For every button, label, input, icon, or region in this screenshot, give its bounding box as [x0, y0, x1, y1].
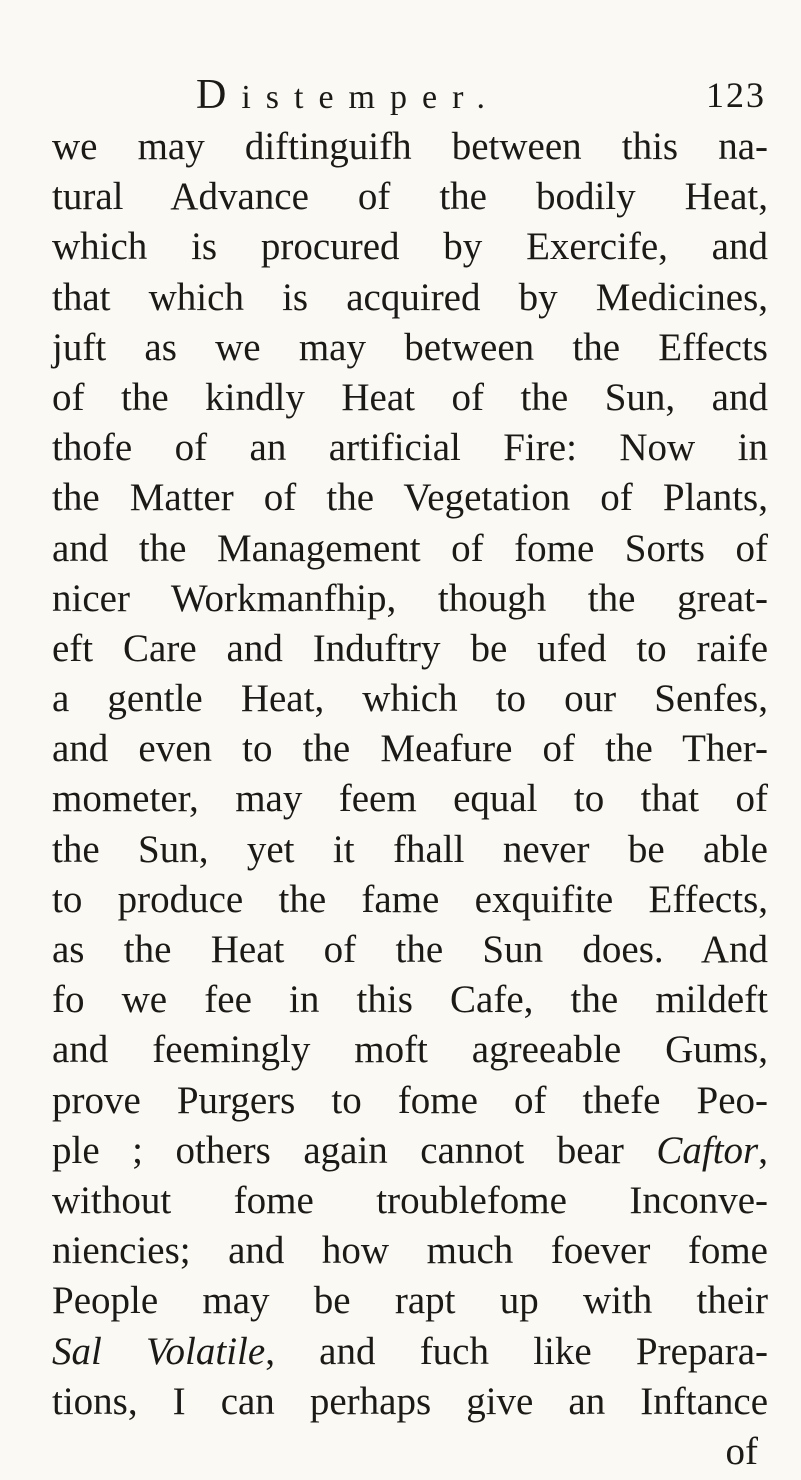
body-text	[52, 122, 768, 1477]
text-line	[52, 1126, 768, 1176]
text-line: and the Management of fome Sorts of	[52, 526, 768, 570]
text-line	[52, 1327, 768, 1377]
text-line: People may be rapt up with their	[52, 1279, 768, 1323]
text-run: ple ; others again cannot bear	[52, 1128, 657, 1172]
text-line: fo we fee in this Cafe, the mildeft	[52, 978, 768, 1022]
text-line: the Sun, yet it fhall never be able	[52, 827, 768, 871]
text-line: as the Heat of the Sun does. And	[52, 928, 768, 971]
text-line: mometer, may feem equal to that of	[52, 777, 768, 821]
text-line: niencies; and how much foever fome	[52, 1229, 768, 1273]
text-run: , and fuch like Prepara-	[265, 1329, 768, 1373]
text-line: without fome troublefome Inconve-	[52, 1178, 768, 1222]
italic-term: Caftor	[656, 1128, 759, 1172]
text-line: we may diftinguifh between this na-	[52, 125, 768, 168]
text-line: to produce the fame exquifite Effects,	[52, 877, 768, 921]
text-line: prove Purgers to fome of thefe Peo-	[52, 1078, 768, 1122]
page-number: 123	[706, 75, 766, 115]
text-line: tions, I can perhaps give an Inftance	[52, 1379, 768, 1423]
italic-term: Sal Volatile	[52, 1329, 266, 1373]
text-line: that which is acquired by Medicines,	[52, 275, 768, 319]
text-line: thofe of an artificial Fire: Now in	[52, 426, 768, 470]
text-line: which is procured by Exercife, and	[52, 225, 768, 269]
text-line: and even to the Meafure of the Ther-	[52, 727, 768, 771]
text-line: tural Advance of the bodily Heat,	[52, 175, 768, 219]
catchword: of	[725, 1429, 758, 1473]
running-head: Distemper.	[196, 72, 501, 118]
text-line: eft Care and Induftry be ufed to raife	[52, 626, 768, 670]
text-line: juft as we may between the Effects	[52, 325, 768, 369]
page-header	[196, 70, 766, 120]
text-line: the Matter of the Vegetation of Plants,	[52, 476, 768, 520]
text-line: nicer Workmanfhip, though the great-	[52, 576, 768, 620]
text-line: of the kindly Heat of the Sun, and	[52, 375, 768, 419]
text-line: and feemingly moft agreeable Gums,	[52, 1028, 768, 1072]
text-run: ,	[758, 1128, 768, 1172]
text-line: a gentle Heat, which to our Senfes,	[52, 677, 768, 721]
